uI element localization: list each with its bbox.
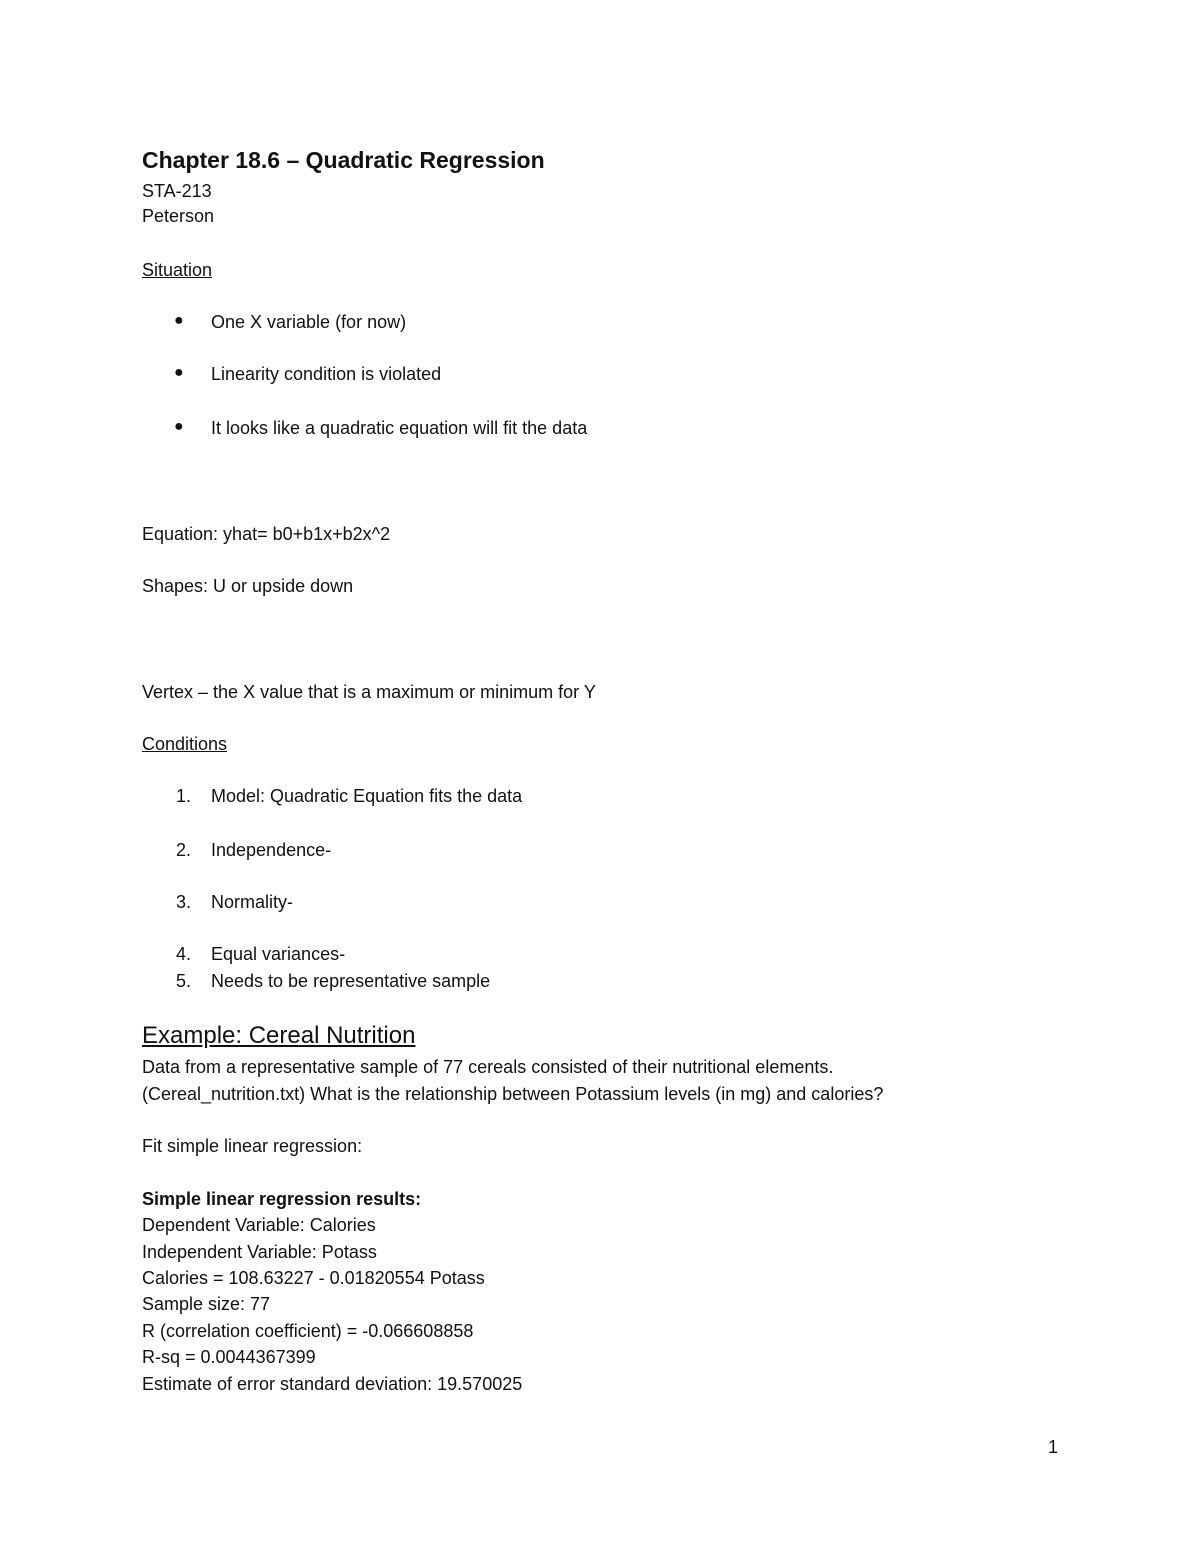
bullet-icon: ● xyxy=(174,418,184,435)
example-question: (Cereal_nutrition.txt) What is the relationship between Potassium levels (in mg) and calories? xyxy=(142,1084,884,1104)
results-line: Calories = 108.63227 - 0.01820554 Potass xyxy=(142,1268,485,1288)
page-number: 1 xyxy=(1048,1437,1059,1457)
situation-bullet: It looks like a quadratic equation will fit the data xyxy=(211,418,588,438)
condition-item: Needs to be representative sample xyxy=(211,971,491,991)
condition-item: Model: Quadratic Equation fits the data xyxy=(211,786,523,806)
situation-heading: Situation xyxy=(142,260,213,280)
bullet-icon: ● xyxy=(174,312,184,329)
situation-bullet: Linearity condition is violated xyxy=(211,364,442,384)
course-code: STA-213 xyxy=(142,181,212,201)
author-name: Peterson xyxy=(142,206,215,226)
condition-number: 2. xyxy=(176,840,192,860)
condition-number: 3. xyxy=(176,892,192,912)
bullet-icon: ● xyxy=(174,364,184,381)
example-description: Data from a representative sample of 77 cereals consisted of their nutritional elements. xyxy=(142,1057,834,1077)
shapes-text: Shapes: U or upside down xyxy=(142,576,354,596)
vertex-text: Vertex – the X value that is a maximum or minimum for Y xyxy=(142,682,596,702)
example-heading: Example: Cereal Nutrition xyxy=(142,1022,416,1049)
results-line: Estimate of error standard deviation: 19.570025 xyxy=(142,1374,523,1394)
fit-instruction: Fit simple linear regression: xyxy=(142,1136,363,1156)
results-line: Independent Variable: Potass xyxy=(142,1242,377,1262)
condition-number: 1. xyxy=(176,786,192,806)
condition-item: Independence- xyxy=(211,840,332,860)
page-title: Chapter 18.6 – Quadratic Regression xyxy=(142,147,545,173)
results-line: Sample size: 77 xyxy=(142,1294,271,1314)
results-heading: Simple linear regression results: xyxy=(142,1189,422,1209)
condition-number: 4. xyxy=(176,944,192,964)
results-line: Dependent Variable: Calories xyxy=(142,1215,376,1235)
results-line: R-sq = 0.0044367399 xyxy=(142,1347,316,1367)
condition-number: 5. xyxy=(176,971,192,991)
results-line: R (correlation coefficient) = -0.066608858 xyxy=(142,1321,474,1341)
condition-item: Normality- xyxy=(211,892,294,912)
equation-text: Equation: yhat= b0+b1x+b2x^2 xyxy=(142,524,391,544)
condition-item: Equal variances- xyxy=(211,944,346,964)
conditions-heading: Conditions xyxy=(142,734,228,754)
situation-bullet: One X variable (for now) xyxy=(211,312,407,332)
